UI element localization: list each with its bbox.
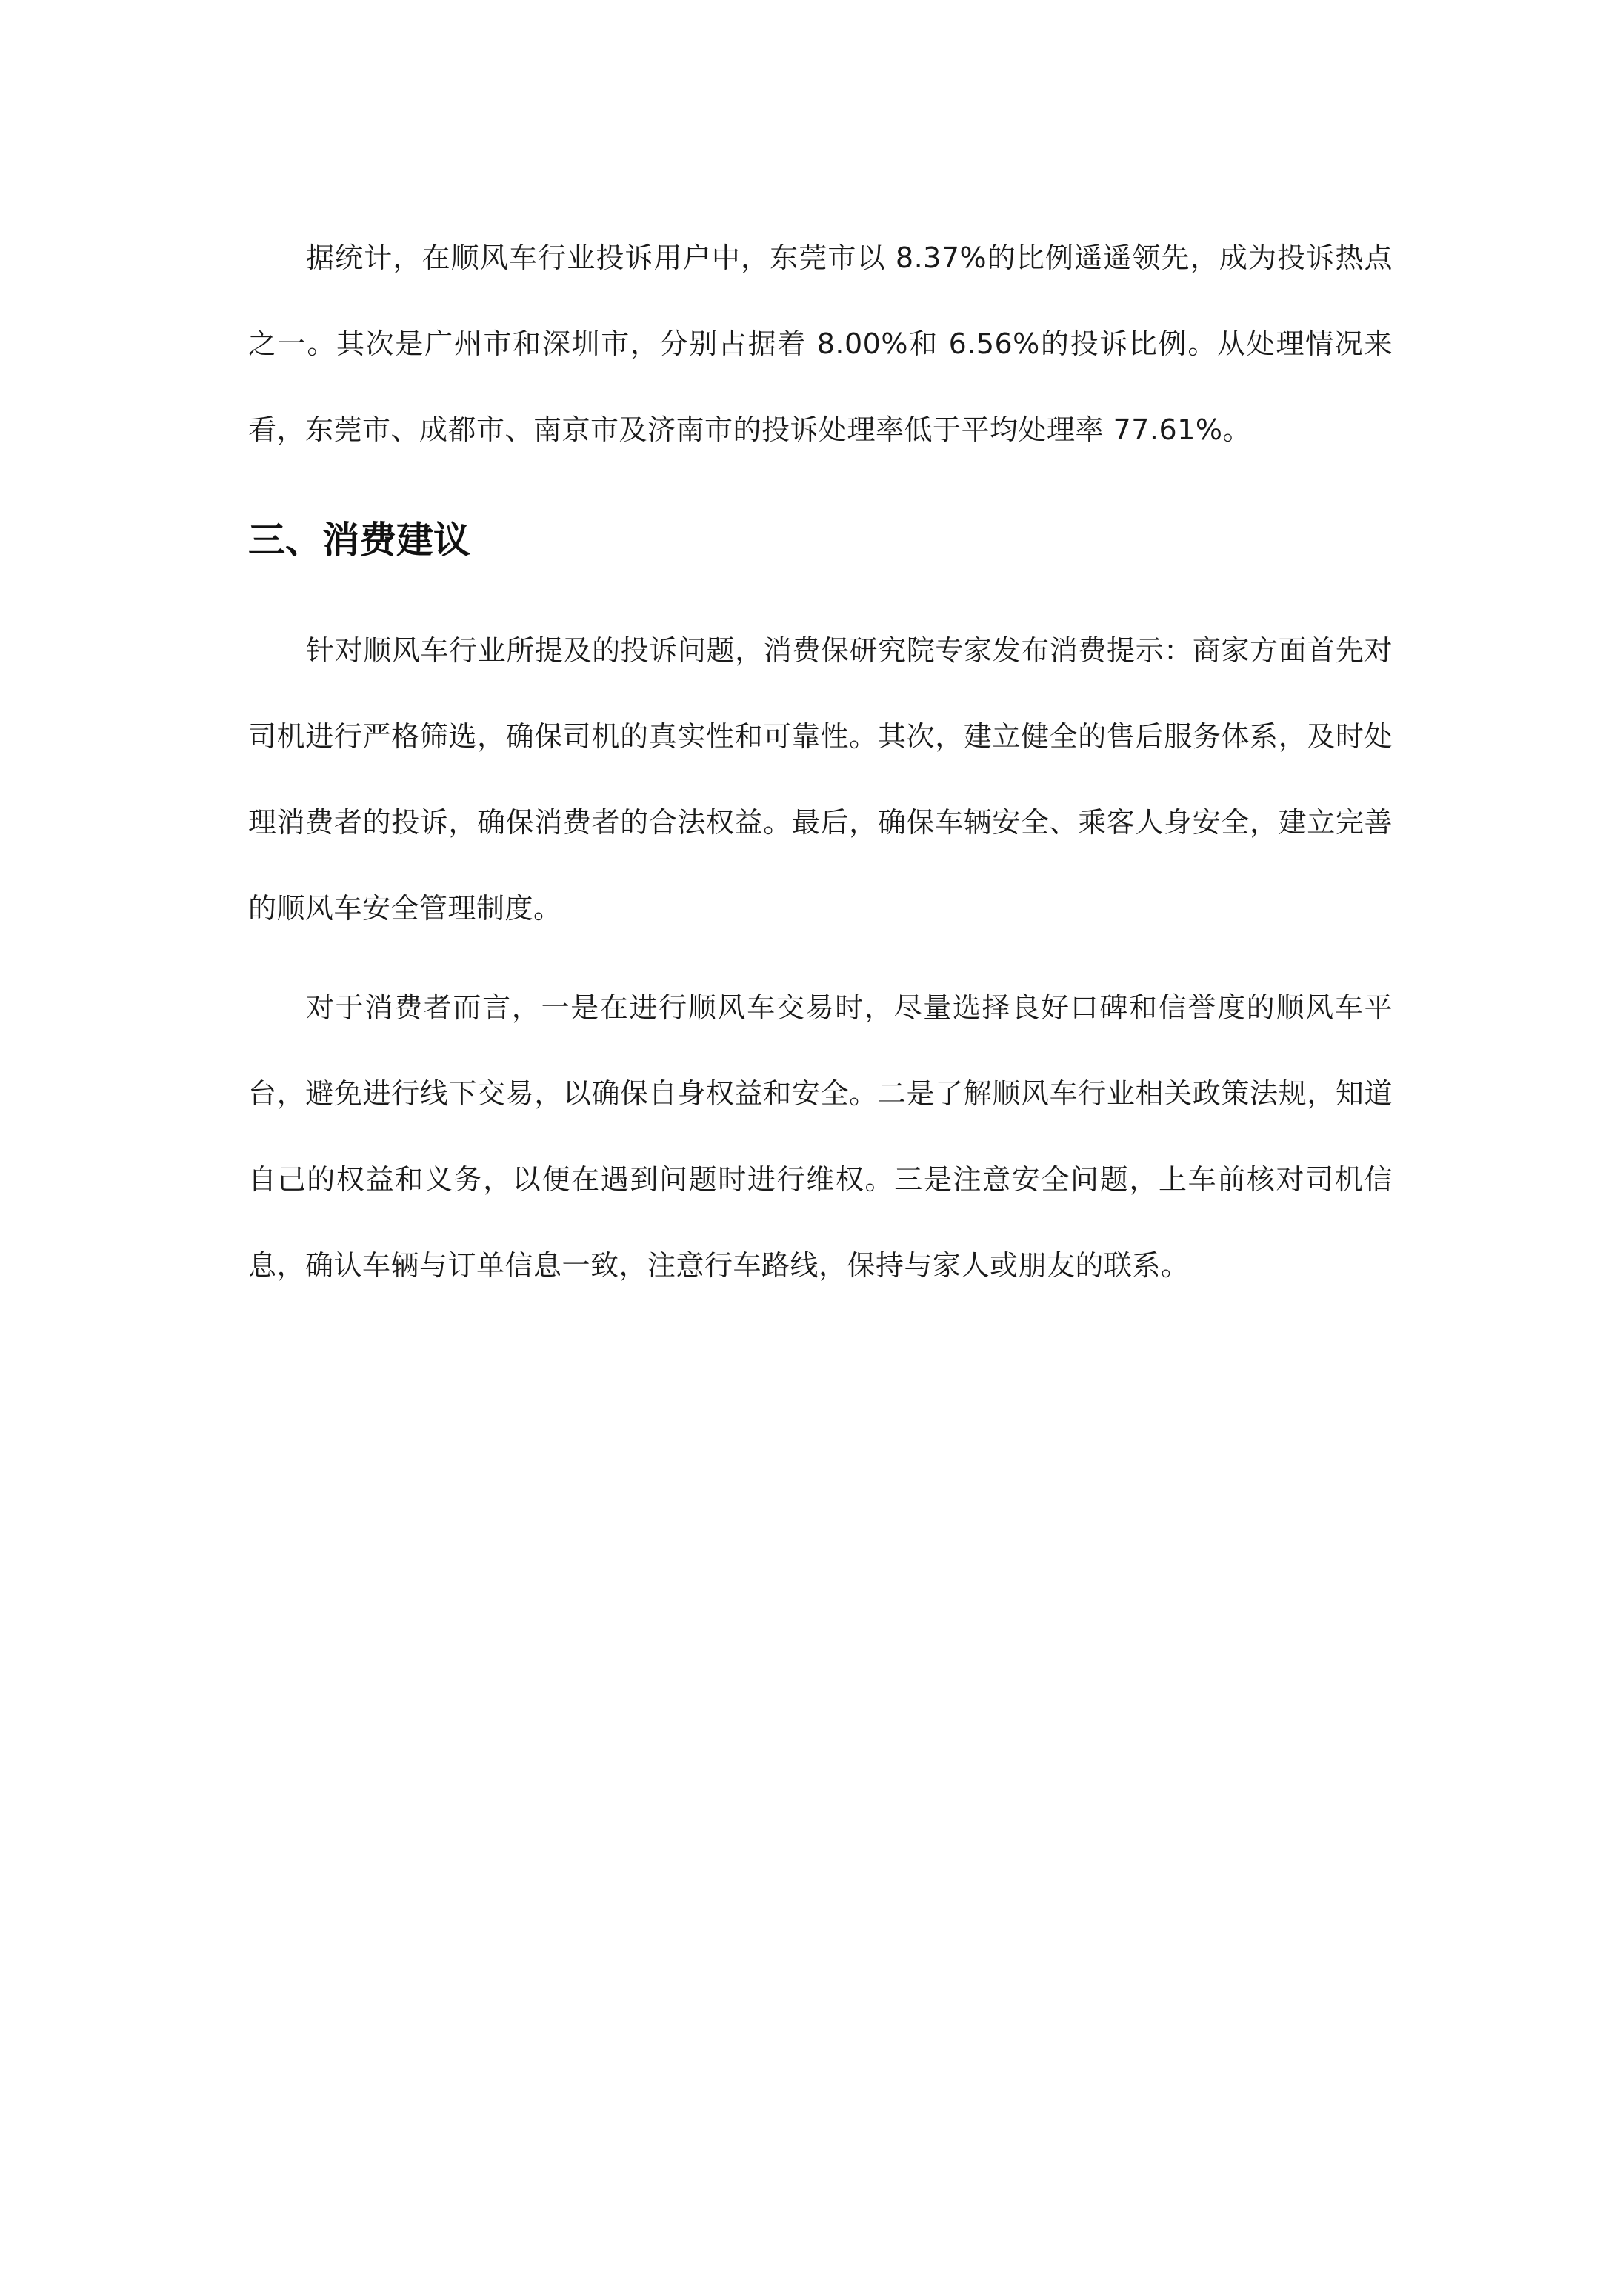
paragraph-merchant-advice: 针对顺风车行业所提及的投诉问题，消费保研究院专家发布消费提示：商家方面首先对司机进行严格筛选，确保司机的真实性和可靠性。其次，建立健全的售后服务体系，及时处理消费者的投诉，确保消费者的合法权益。最后，确保车辆安全、乘客人身安全，建立完善的顺风车安全管理制度。 [248, 634, 1393, 925]
paragraph-complaint-statistics: 据统计，在顺风车行业投诉用户中，东莞市以 8.37%的比例遥遥领先，成为投诉热点之一。其次是广州市和深圳市，分别占据着 8.00%和 6.56%的投诉比例。从处理情况来看，东莞市、成都市、南京市及济南市的投诉处理率低于平均处理率 77.61%。 [248, 242, 1393, 446]
document-page [248, 215, 1393, 1308]
section-heading-consumer-advice: 三、消费建议 [248, 519, 470, 562]
paragraph-consumer-advice: 对于消费者而言，一是在进行顺风车交易时，尽量选择良好口碑和信誉度的顺风车平台，避免进行线下交易，以确保自身权益和安全。二是了解顺风车行业相关政策法规，知道自己的权益和义务，以便在遇到问题时进行维权。三是注意安全问题，上车前核对司机信息，确认车辆与订单信息一致，注意行车路线，保持与家人或朋友的联系。 [248, 991, 1393, 1282]
